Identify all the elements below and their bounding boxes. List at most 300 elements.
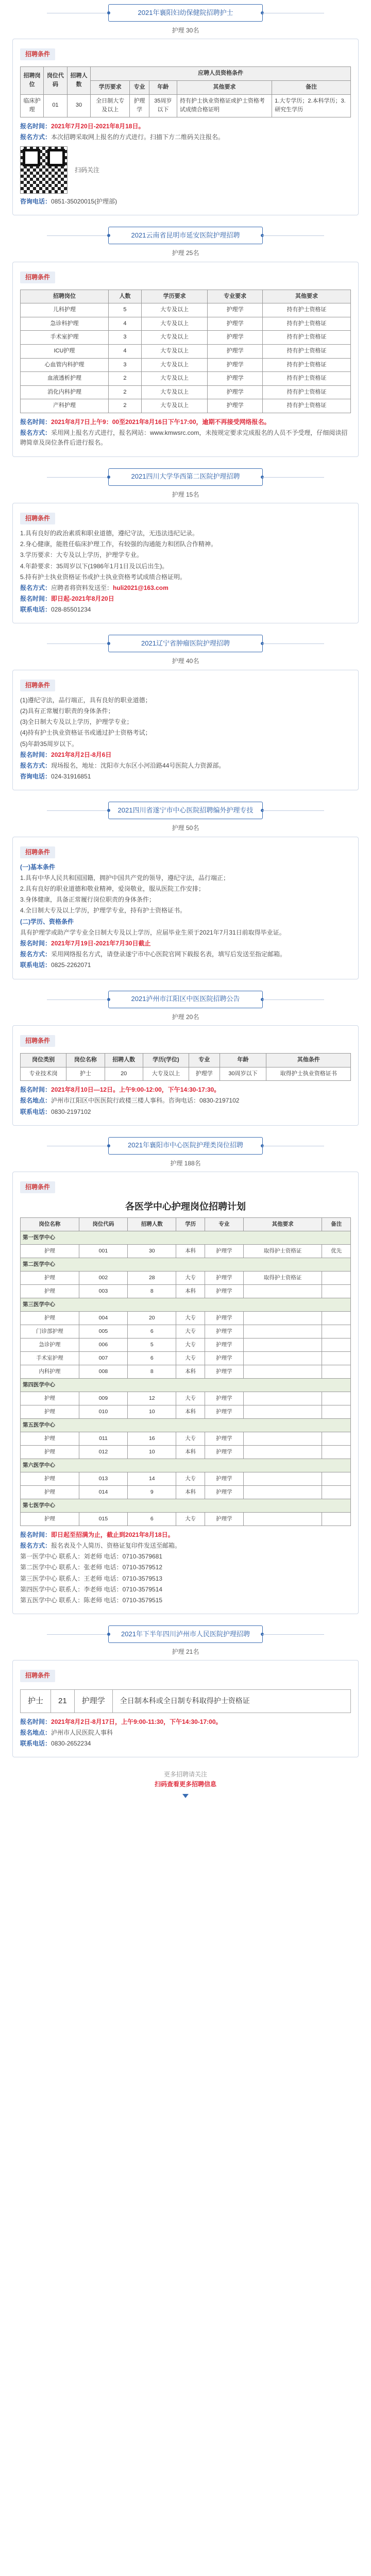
td [243,1351,322,1365]
value: 本次招聘采取网上报名的方式进行。扫描下方二维码关注报名。 [51,133,225,141]
td [322,1512,351,1526]
td: 护理学 [205,1351,243,1365]
section-5 [12,802,359,979]
condition-line: 3.学历要求：大专及以上学历，护理学专业。 [20,551,143,559]
td: 取得护士资格证 [243,1271,322,1284]
contact-line: 第三医学中心 联系人：王老师 电话：0710-3579513 [20,1574,163,1582]
label: 报名时间： [20,1086,52,1094]
td: 30周岁以下 [220,1067,266,1081]
td: 护理学 [205,1284,243,1298]
th: 其他要求 [243,1217,322,1231]
td: 大专 [176,1338,205,1351]
banner-title: 2021辽宁省肿瘤医院护理招聘 [141,639,230,648]
section-card [12,503,359,624]
label: 报名方式： [20,133,52,141]
th: 招聘人数 [67,67,91,94]
td: 大专及以上 [142,358,208,372]
label: 报名时间： [20,418,52,426]
section-banner [108,227,263,244]
group-row [21,1459,351,1472]
value: 即日起至招满为止，截止到2021年8月18日。 [51,1531,174,1538]
label: 咨询电话： [20,198,52,206]
banner-title: 2021泸州市江阳区中医医院招聘公告 [131,995,240,1003]
td: 护理 [21,1445,79,1459]
section-banner [108,468,263,486]
td [322,1432,351,1445]
td: 2 [108,385,141,399]
section-tag: 招聘条件 [20,513,55,524]
td: 护理学 [205,1445,243,1459]
section-7 [12,1137,359,1614]
td: 护理学 [208,317,263,331]
qr-caption: 扫码关注 [75,166,100,174]
section-3 [12,468,359,624]
footer [12,1770,359,1801]
td: 持有护士资格证 [263,345,351,359]
position-row [20,1689,351,1713]
th: 专业 [205,1217,243,1231]
section-banner [108,4,263,22]
td: 产科护理 [21,399,109,413]
td: 大专及以上 [142,303,208,317]
td: 护理学 [208,303,263,317]
table-row [21,317,351,331]
td: 20 [128,1311,176,1325]
td [322,1271,351,1284]
footer-line: 更多招聘请关注 [163,1771,207,1778]
td: 护理 [21,1284,79,1298]
section-card [12,1172,359,1614]
section-banner [108,991,263,1008]
td [322,1392,351,1405]
td [322,1405,351,1418]
section-banner [108,1625,263,1643]
label: 报名方式： [20,584,52,591]
section-count: 护理 40名 [172,657,199,665]
th: 专业 [130,80,149,94]
contact-line: 第五医学中心 联系人：陈老师 电话：0710-3579515 [20,1597,163,1604]
td: 003 [79,1284,127,1298]
table-row [21,345,351,359]
major-cell: 护理学 [75,1690,113,1713]
td: 门诊部护理 [21,1325,79,1338]
td: 护理学 [205,1244,243,1258]
td: 8 [128,1365,176,1378]
condition-line: (1)遵纪守法，品行端正，具有良好的职业道德； [20,696,151,704]
table-row [21,358,351,372]
td [243,1485,322,1499]
th: 人数 [108,290,141,303]
td: 大专 [176,1472,205,1485]
td: 14 [128,1472,176,1485]
label: 报名时间： [20,1718,52,1725]
td: 4 [108,345,141,359]
label: 报名时间： [20,940,52,947]
requirements-table [20,66,351,117]
banner-title: 2021年襄阳妇幼保健院招聘护士 [138,8,233,16]
td: 3 [108,358,141,372]
th: 学历(学位) [143,1053,189,1067]
condition-line: (5)年龄35周岁以下。 [20,740,78,748]
td: 本科 [176,1284,205,1298]
td [322,1311,351,1325]
condition-line: 1.具有中华人民共和国国籍，拥护中国共产党的领导，遵纪守法，品行端正； [20,874,230,882]
td: 6 [128,1325,176,1338]
banner-title: 2021四川大学华西第二医院护理招聘 [131,472,240,481]
group-row [21,1231,351,1244]
value: 2021年8月2日-8月17日，上午9:00-11:30，下午14:30-17:00。 [51,1718,222,1725]
table-title: 各医学中心护理岗位招聘计划 [125,1201,246,1212]
td: 护理学 [208,385,263,399]
condition-line: 2.身心健康，能胜任临床护理工作，有较强的沟通能力和团队合作精神。 [20,540,217,548]
subheading: (二)学历、资格条件 [20,918,74,925]
table-row [21,303,351,317]
td: ICU护理 [21,345,109,359]
value: 应聘者将资料发送至： [51,584,113,591]
value: 0825-2262071 [51,961,91,969]
label: 报名方式： [20,1542,52,1550]
value: 泸州市江阳区中医医院行政楼三楼人事科。咨询电话：0830-2197102 [51,1097,240,1105]
th: 招聘人数 [105,1053,143,1067]
section-2 [12,227,359,456]
label: 报名方式： [20,429,52,437]
section-6 [12,991,359,1126]
td: 护理 [21,1405,79,1418]
td [243,1338,322,1351]
td: 大专 [176,1512,205,1526]
td: 大专 [176,1351,205,1365]
table-row [21,1392,351,1405]
table-row [21,1067,351,1081]
arrow-down-icon [182,1794,189,1798]
section-tag: 招聘条件 [20,1670,55,1682]
td [243,1432,322,1445]
condition-line: 具有护理学或助产学专业全日制大专及以上学历，应届毕业生须于2021年7月31日前取得毕业证。 [20,928,285,936]
banner-title: 2021四川省遂宁市中心医院招聘编外护理专技 [117,806,254,814]
label: 联系电话： [20,1108,52,1115]
table-row [21,1311,351,1325]
contact-line: 第四医学中心 联系人：李老师 电话：0710-3579514 [20,1585,163,1593]
label: 联系电话： [20,961,52,969]
td: 护理学 [205,1338,243,1351]
td [322,1472,351,1485]
req-cell: 全日制本科或全日制专科取得护士资格证 [120,1697,250,1705]
label: 报名方式： [20,761,52,769]
td: 015 [79,1512,127,1526]
td: 007 [79,1351,127,1365]
td: 护理学 [208,399,263,413]
subheading: (一)基本条件 [20,863,55,871]
td: 010 [79,1405,127,1418]
td [322,1338,351,1351]
group-name: 第七医学中心 [21,1499,351,1512]
group-name: 第二医学中心 [21,1258,351,1271]
td: 大专 [176,1311,205,1325]
condition-line: 3.身体健康，具备正常履行岗位职责的身体条件； [20,896,156,904]
td: 大专及以上 [142,385,208,399]
td: 30 [67,94,91,117]
positions-table [20,1053,351,1081]
td: 护理学 [189,1067,220,1081]
td: 大专 [176,1271,205,1284]
td: 持有护士资格证 [263,358,351,372]
email-link[interactable]: huli2021@163.com [113,584,168,591]
section-tag: 招聘条件 [20,1181,55,1193]
td: 护理学 [205,1512,243,1526]
th: 备注 [322,1217,351,1231]
th: 其他条件 [266,1053,351,1067]
label: 报名时间： [20,122,52,130]
td: 持有护士资格证 [263,385,351,399]
label: 咨询电话： [20,773,52,781]
td: 8 [128,1284,176,1298]
td: 4 [108,317,141,331]
group-row [21,1499,351,1512]
group-row [21,1298,351,1311]
section-card [12,39,359,215]
table-row [21,399,351,413]
td [243,1311,322,1325]
td [243,1284,322,1298]
table-row [21,1485,351,1499]
td: 心血管内科护理 [21,358,109,372]
label: 报名地点： [20,1728,52,1736]
td: 急诊护理 [21,1338,79,1351]
contact-line: 第一医学中心 联系人：刘老师 电话：0710-3579681 [20,1553,163,1561]
label: 报名方式： [20,951,52,958]
section-4 [12,635,359,790]
group-name: 第三医学中心 [21,1298,351,1311]
td: 12 [128,1392,176,1405]
section-tag: 招聘条件 [20,48,55,60]
td: 全日制大专及以上 [91,94,130,117]
td: 护理 [21,1485,79,1499]
section-tag: 招聘条件 [20,680,55,691]
th: 学历要求 [142,290,208,303]
td: 01 [44,94,68,117]
group-name: 第六医学中心 [21,1459,351,1472]
table-row [21,331,351,345]
td: 护理学 [205,1392,243,1405]
section-tag: 招聘条件 [20,272,55,283]
td: 3 [108,331,141,345]
table-row [21,385,351,399]
contact-line: 第二医学中心 联系人：张老师 电话：0710-3579512 [20,1564,163,1571]
td: 大专及以上 [142,372,208,386]
td [243,1405,322,1418]
td: 10 [128,1445,176,1459]
td: 护理学 [205,1325,243,1338]
th: 应聘人员资格条件 [91,67,351,81]
td: 护理学 [205,1472,243,1485]
value: 报名表及个人简历、资格证复印件发送至邮箱。 [51,1542,181,1550]
group-name: 第一医学中心 [21,1231,351,1244]
td: 护士 [66,1067,105,1081]
td [243,1445,322,1459]
value: 0830-2197102 [51,1108,91,1115]
th: 其他要求 [263,290,351,303]
value: 2021年8月10日—12日。上午9:00-12:00，下午14:30-17:30。 [51,1086,221,1094]
td: 持有护士资格证 [263,372,351,386]
td: 30 [128,1244,176,1258]
section-card [12,1025,359,1126]
section-count: 护理 30名 [172,27,199,34]
table-row [21,1405,351,1418]
table-row [21,1365,351,1378]
table-row [21,1284,351,1298]
td: 消化内科护理 [21,385,109,399]
td: 5 [108,303,141,317]
group-name: 第五医学中心 [21,1418,351,1432]
td: 2 [108,399,141,413]
td: 35周岁以下 [149,94,177,117]
label: 联系电话： [20,1739,52,1747]
td: 本科 [176,1445,205,1459]
td [322,1485,351,1499]
td: 16 [128,1432,176,1445]
th: 年龄 [149,80,177,94]
td: 护理学 [205,1432,243,1445]
table-row [21,1472,351,1485]
section-8 [12,1625,359,1757]
td: 大专及以上 [142,331,208,345]
num-cell: 21 [51,1690,75,1713]
td: 2 [108,372,141,386]
label: 报名时间： [20,1531,52,1538]
td: 护理学 [205,1365,243,1378]
th: 招聘人数 [128,1217,176,1231]
td: 持有护士资格证 [263,303,351,317]
td: 血液透析护理 [21,372,109,386]
td: 取得护士执业资格证书 [266,1067,351,1081]
value: 2021年8月2日-8月6日 [51,751,112,758]
td: 大专及以上 [143,1067,189,1081]
table-row [21,1244,351,1258]
label: 报名时间： [20,595,52,603]
td: 005 [79,1325,127,1338]
td: 本科 [176,1485,205,1499]
table-row [21,1325,351,1338]
td: 大专 [176,1432,205,1445]
td: 持有护士资格证 [263,331,351,345]
table-row [21,1512,351,1526]
value: 采用网上报名方式进行，报名网站：www.kmwsrc.com，未按规定要求完成报名的人员不予受理，仔细阅读招聘简章及岗位条件后进行报名。 [20,429,348,447]
td [322,1445,351,1459]
banner-title: 2021云南省昆明市延安医院护理招聘 [131,231,240,239]
section-tag: 招聘条件 [20,1035,55,1047]
td: 004 [79,1311,127,1325]
td: 006 [79,1338,127,1351]
td: 013 [79,1472,127,1485]
section-card [12,262,359,457]
group-row [21,1258,351,1271]
td: 护理 [21,1392,79,1405]
section-count: 护理 188名 [170,1159,201,1167]
td: 009 [79,1392,127,1405]
td: 本科 [176,1405,205,1418]
td: 护理 [21,1472,79,1485]
td: 持有护士执业资格证或护士资格考试成绩合格证明 [177,94,272,117]
td: 大专及以上 [142,345,208,359]
th: 学历要求 [91,80,130,94]
table-row [21,1271,351,1284]
banner-title: 2021年下半年四川泸州市人民医院护理招聘 [121,1630,250,1638]
table-row [21,94,351,117]
td: 持有护士资格证 [263,317,351,331]
td [243,1325,322,1338]
td: 大专 [176,1325,205,1338]
td: 护理 [21,1311,79,1325]
th: 岗位代码 [44,67,68,94]
td: 儿科护理 [21,303,109,317]
td: 持有护士资格证 [263,399,351,413]
td [243,1392,322,1405]
td: 护理学 [205,1405,243,1418]
section-tag: 招聘条件 [20,846,55,858]
value: 采用网络报名方式，请登录遂宁市中心医院官网下载报名表，填写后发送至指定邮箱。 [51,951,286,958]
td: 护理学 [205,1485,243,1499]
td: 护理学 [130,94,149,117]
td: 护理学 [208,345,263,359]
condition-line: (4)持有护士执业资格证书或通过护士资格考试； [20,729,151,737]
td: 护理学 [208,358,263,372]
value: 泸州市人民医院人事科 [51,1728,113,1736]
th: 岗位名称 [66,1053,105,1067]
td: 专业技术岗 [21,1067,66,1081]
td: 014 [79,1485,127,1499]
condition-line: 4.年龄要求：35周岁以下(1986年1月1日及以后出生)。 [20,562,168,570]
td: 优先 [322,1244,351,1258]
th: 招聘岗位 [21,67,44,94]
value: 2021年8月7日上午9：00至2021年8月16日下午17:00，逾期不再接受网络报名。 [51,418,271,426]
value: 2021年7月20日-2021年8月18日。 [51,122,145,130]
qr-code-icon[interactable] [20,146,68,194]
value: 即日起-2021年8月20日 [51,595,114,603]
td: 012 [79,1445,127,1459]
condition-line: 1.具有良好的政治素质和职业道德，遵纪守法，无违法违纪记录。 [20,529,199,537]
th: 专业 [189,1053,220,1067]
td: 1.大专学历；2.本科学历；3.研究生学历 [272,94,351,117]
section-banner [108,635,263,652]
td: 28 [128,1271,176,1284]
td: 护理 [21,1244,79,1258]
th: 岗位类别 [21,1053,66,1067]
td: 008 [79,1365,127,1378]
td [322,1351,351,1365]
th: 岗位代码 [79,1217,127,1231]
td [322,1284,351,1298]
footer-cta[interactable]: 扫码查看更多招聘信息 [154,1781,216,1788]
th: 岗位名称 [21,1217,79,1231]
td: 护理学 [205,1311,243,1325]
td: 护理学 [208,372,263,386]
td: 护理学 [205,1271,243,1284]
value: 现场报名，地址：沈阳市大东区小河沿路44号医院人力资源部。 [51,761,225,769]
th: 年龄 [220,1053,266,1067]
section-1 [12,4,359,215]
td: 护理 [21,1432,79,1445]
table-row [21,1445,351,1459]
td: 手术室护理 [21,331,109,345]
td: 内科护理 [21,1365,79,1378]
section-count: 护理 20名 [172,1013,199,1021]
td: 20 [105,1067,143,1081]
condition-line: (2)具有正常履行职责的身体条件； [20,707,114,715]
section-count: 护理 21名 [172,1648,199,1656]
td: 大专及以上 [142,317,208,331]
section-banner [108,1137,263,1155]
section-count: 护理 15名 [172,490,199,498]
